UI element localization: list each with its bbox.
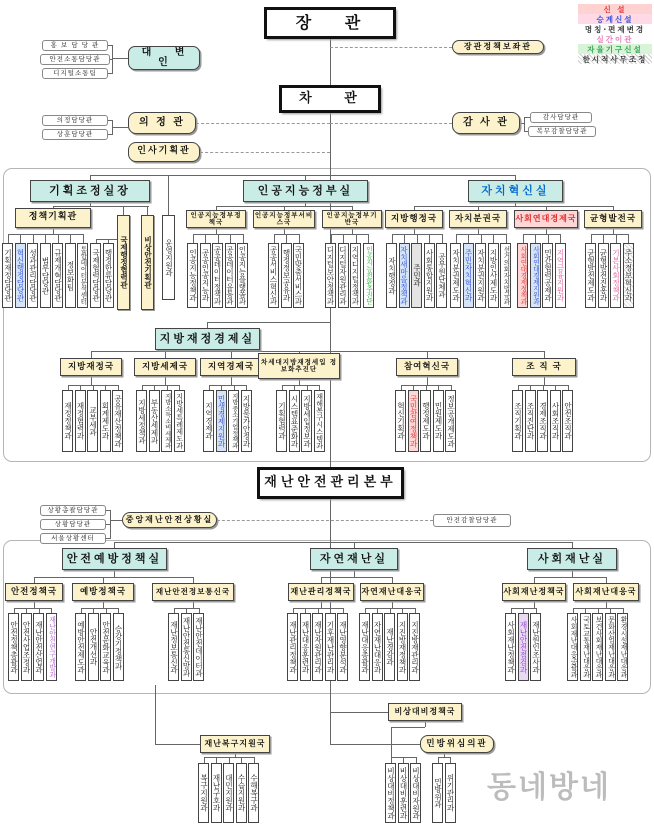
node-d-nresp-2: 자연재난대응과 <box>372 613 383 681</box>
node-civil-defense-officer: 민방위심의관 <box>420 735 494 753</box>
node-d-ngen-2: 시스템표준화과 <box>289 390 300 452</box>
node-d-prev-1: 예방안전제도과 <box>75 613 86 681</box>
connector-line <box>155 744 200 745</box>
node-d-prev-2: 안전개선과 <box>88 613 99 681</box>
node-bureau-ai-infra: 인공지능정부기반국 <box>322 210 382 228</box>
connector-line <box>368 234 369 243</box>
node-d-dmp-3: 재난자원관리과 <box>312 613 323 681</box>
connector-line <box>392 234 393 243</box>
node-d-recov-4: 수습지원과 <box>236 763 247 823</box>
node-d-aipol-2: 공공인공지능과 <box>200 243 211 308</box>
node-d-planning-4: 법무담당관 <box>40 243 51 308</box>
node-d-decent-1: 자치분권제도과 <box>450 243 461 308</box>
node-d-part-3: 행정제도과 <box>420 390 431 452</box>
node-intl-admin-coop-officer: 국제행정협력관 <box>117 215 130 310</box>
connector-line <box>168 175 169 215</box>
node-d-ict-2: 재난안전통신망과 <box>181 613 192 681</box>
node-d-civdef-2: 위기관리과 <box>445 763 456 823</box>
connector-line <box>628 234 629 243</box>
node-side-situation-general: 상황총괄담당관 <box>40 505 106 516</box>
connector-line <box>14 608 52 609</box>
node-office-ai-gov: 인공지능정부실 <box>243 180 368 202</box>
node-d-bal-3: 기본사회정책과 <box>610 243 621 308</box>
node-d-bal-1: 균형발전제도과 <box>585 243 596 308</box>
node-minister: 장 관 <box>265 8 395 38</box>
connector-line <box>112 127 128 128</box>
node-policy-planning-officer: 정책기획관 <box>15 208 91 228</box>
node-gamsa-gwan: 감 사 관 <box>452 112 520 134</box>
connector-line <box>81 608 119 609</box>
node-d-recov-3: 대민지원과 <box>223 763 234 823</box>
connector-line <box>404 234 405 243</box>
connector-line <box>218 234 219 243</box>
connector-line <box>165 376 166 385</box>
node-bureau-natural-response: 자연재난대응국 <box>360 583 424 601</box>
node-d-recon-4: 지방물가안정과 <box>241 390 252 452</box>
node-d-aisvc-2: 행정정보공유과 <box>281 243 292 308</box>
connector-line <box>438 757 451 758</box>
connector-line <box>534 577 606 578</box>
node-d-bal-4: 주소정보혁신과 <box>623 243 634 308</box>
connector-line <box>231 351 232 358</box>
connector-line <box>112 58 128 59</box>
node-office-natural-disaster: 자연재난실 <box>310 548 398 570</box>
node-d-intl-2: 행정한류담당관 <box>103 243 114 308</box>
node-d-ngen-4: 재해복구시스템과 <box>314 390 325 452</box>
node-d-ltax-2: 부동산세제과 <box>149 390 160 452</box>
connector-line <box>207 322 330 323</box>
connector-line <box>493 234 494 243</box>
connector-line <box>321 601 322 608</box>
node-emergency-security-officer: 비상안전기획관 <box>141 215 154 310</box>
node-d-ladmin-4: 사회통합지원과 <box>424 243 435 308</box>
node-bureau-social-economy: 사회연대경제국 <box>514 210 578 228</box>
connector-line <box>343 234 344 243</box>
node-d-lfin-2: 재정협력과 <box>75 390 86 452</box>
node-side-gamchal: 복무감찰담당관 <box>528 126 596 137</box>
connector-line <box>299 234 300 243</box>
node-d-prev-3: 안전문화교육과 <box>100 613 111 681</box>
connector-line <box>427 376 428 385</box>
node-d-part-1: 혁신기획과 <box>395 390 406 452</box>
node-bureau-local-admin: 지방행정국 <box>385 210 443 228</box>
node-d-recon-3: 지방중소기업정책과 <box>228 390 239 452</box>
node-d-ngen-3: 지방세입정보과 <box>301 390 312 452</box>
connector-line <box>91 376 92 385</box>
connector-line <box>330 36 331 86</box>
legend-item-3: 명칭·편제변경 <box>584 24 646 34</box>
connector-line <box>356 234 357 243</box>
connector-line <box>603 234 604 243</box>
connector-line <box>391 727 392 757</box>
connector-line <box>331 234 369 235</box>
node-d-aipol-4: 공공데이터유통과 <box>225 243 236 308</box>
node-d-planning-6: 정보화팀 <box>65 243 76 308</box>
node-d-recov-5: 수해복구과 <box>248 763 259 823</box>
node-spokesperson: 대 변 인 <box>128 46 200 70</box>
node-d-prev-4: 승강기정책과 <box>113 613 124 681</box>
connector-line <box>45 234 46 243</box>
connector-line <box>544 376 545 385</box>
legend-item-2: 승계신설 <box>578 14 652 24</box>
node-central-situation-room: 중앙재난안전상황실 <box>122 512 217 528</box>
node-d-dmp-2: 재난대응훈련과 <box>300 613 311 681</box>
node-d-org-1: 조직기획과 <box>512 390 523 452</box>
connector-line <box>193 234 194 243</box>
node-d-nresp-3: 재난경감과 <box>384 613 395 681</box>
node-minister-policy-advisor: 장관정책보좌관 <box>452 40 544 54</box>
node-d-emerg-2: 비상대비훈련과 <box>398 763 409 823</box>
node-d-lfin-1: 재정정책과 <box>62 390 73 452</box>
connector-line <box>282 385 320 386</box>
connector-line <box>591 234 629 235</box>
node-d-aiinf-3: 지역디지털정책과 <box>350 243 361 308</box>
connector-line <box>114 542 572 543</box>
node-d-decent-2: 주민자치혁신과 <box>463 243 474 308</box>
connector-line <box>544 351 545 358</box>
node-d-ladmin-3: 주민과 <box>411 243 422 308</box>
connector-line <box>481 234 482 243</box>
node-d-dmp-5: 재난영향분석과 <box>337 613 348 681</box>
node-uijeong-gwan: 의 정 관 <box>128 112 196 134</box>
connector-dashed <box>200 152 330 153</box>
node-bureau-social-policy: 사회재난정책국 <box>502 583 566 601</box>
node-side-digital-comm: 디지털소통팀 <box>42 68 108 79</box>
watermark: 동네방네 <box>487 770 611 805</box>
node-office-planning: 기획조정실장 <box>30 180 150 202</box>
connector-line <box>34 601 35 608</box>
node-d-sdresp-1: 사회재난대응총괄과 <box>567 613 578 681</box>
node-d-aipol-1: 인공지능정책과 <box>187 243 198 308</box>
node-taskforce-nextgen-tax-info: 차세대지방재정세입 정보화추진단 <box>258 353 340 379</box>
node-d-ltax-1: 지방세정책과 <box>136 390 147 452</box>
node-d-ict-1: 재난정보통신과 <box>168 613 179 681</box>
connector-line <box>321 577 392 578</box>
node-bureau-prevention-policy: 예방정책국 <box>72 583 134 601</box>
connector-line <box>606 601 607 608</box>
node-d-bal-2: 균형발전진흥과 <box>598 243 609 308</box>
node-disaster-hq: 재난안전관리본부 <box>258 468 403 498</box>
node-d-lfin-3: 교부세과 <box>87 390 98 452</box>
node-side-sanghun: 상훈담당관 <box>42 129 108 140</box>
node-side-safety-comm: 안전소통담당관 <box>40 54 110 65</box>
connector-line <box>427 351 428 358</box>
node-d-sdresp-4: 문화산업재난대응과 <box>605 613 616 681</box>
connector-line <box>165 351 166 358</box>
node-d-secon-2: 사회연대경제지원과 <box>530 243 541 308</box>
legend-item-6: 한시적사무조정 <box>578 54 652 64</box>
node-bureau-participation: 참여혁신국 <box>396 358 458 376</box>
connector-dashed <box>196 123 330 124</box>
connector-line <box>616 234 617 243</box>
connector-line <box>456 234 457 243</box>
node-side-situation: 상황담당관 <box>40 519 106 530</box>
node-d-planning-3: 성과관리담당관 <box>27 243 38 308</box>
connector-line <box>417 234 418 243</box>
node-d-spol-2: 안전사업조정과 <box>21 613 32 681</box>
node-d-recon-2: 민생경제지원과 <box>216 390 227 452</box>
connector-line <box>34 577 193 578</box>
node-d-planning-5: 규제개혁담당관 <box>52 243 63 308</box>
node-side-gamsa: 감사담당관 <box>530 112 592 123</box>
connector-line <box>193 601 194 608</box>
node-d-aiinf-2: 디지털자원관리과 <box>338 243 349 308</box>
node-bureau-local-tax: 지방세제국 <box>134 358 196 376</box>
node-d-ngen-1: 기획협력과 <box>276 390 287 452</box>
node-d-sdpol-2: 재난안전점검과 <box>518 613 529 681</box>
connector-line <box>110 510 111 539</box>
node-bureau-ai-policy: 인공지능정부정책국 <box>186 210 246 228</box>
connector-line <box>560 234 561 243</box>
connector-line <box>425 721 426 727</box>
connector-line <box>331 234 332 243</box>
node-d-emerg-1: 비상대비정책과 <box>385 763 396 823</box>
connector-dashed <box>330 123 452 124</box>
node-bureau-local-finance: 지방재정국 <box>60 358 122 376</box>
node-bureau-social-response: 사회재난대응국 <box>573 583 639 601</box>
node-d-decent-5: 선거의회자치법규과 <box>500 243 511 308</box>
node-d-dmp-1: 재난관리정책과 <box>287 613 298 681</box>
connector-line <box>231 376 232 385</box>
node-d-planning-2: 혁신행정담당관 <box>15 243 26 308</box>
node-d-planning-1: 기획재정담당관 <box>2 243 13 308</box>
node-bureau-regional-economy: 지역경제국 <box>200 358 262 376</box>
node-bureau-disaster-mgmt-policy: 재난관리정책국 <box>288 583 354 601</box>
node-d-aisvc-1: 공공서비스혁신과 <box>268 243 279 308</box>
connector-line <box>243 234 244 243</box>
node-d-sdpol-1: 사회재난정책과 <box>505 613 516 681</box>
node-d-spol-4: 재난안전연구개발과 <box>46 613 57 681</box>
node-d-decent-3: 자치분권지원과 <box>475 243 486 308</box>
node-side-seoul-center: 서울상황센터 <box>40 533 106 544</box>
connector-line <box>442 234 443 243</box>
connector-line <box>91 351 92 358</box>
node-d-ladmin-2: 자치새마을정책과 <box>399 243 410 308</box>
node-side-hongbo: 홍 보 담 당 관 <box>42 40 108 51</box>
connector-line <box>70 234 71 243</box>
node-vice-minister: 차 관 <box>280 86 380 112</box>
connector-line <box>572 570 573 577</box>
node-insa-gihoek-gwan: 인사기획관 <box>128 142 200 162</box>
node-bureau-recovery-support: 재난복구지원국 <box>200 735 270 753</box>
node-d-sdresp-2: 국토교통재난대응과 <box>580 613 591 681</box>
connector-line <box>524 117 525 132</box>
connector-line <box>142 385 180 386</box>
connector-dashed <box>217 520 433 521</box>
connector-line <box>591 234 592 243</box>
connector-line <box>20 234 21 243</box>
connector-line <box>391 727 426 728</box>
node-d-decent-4: 지방인사제도과 <box>488 243 499 308</box>
connector-line <box>429 234 430 243</box>
node-office-safety-prev: 안전예방정책실 <box>62 548 167 570</box>
connector-dashed <box>330 47 452 48</box>
node-d-lfin-4: 회계제도과 <box>100 390 111 452</box>
legend-item-5: 자율기구신설 <box>578 44 652 54</box>
node-general-services-div: 운영지원과 <box>162 215 175 300</box>
node-d-aisvc-3: 국민맞춤서비스과 <box>293 243 304 308</box>
node-d-ltax-4: 지방세특례제도과 <box>174 390 185 452</box>
node-d-ltax-3: 지방소득소비세제과 <box>161 390 172 452</box>
legend-item-4: 실간이관 <box>596 34 634 44</box>
node-bureau-balanced-dev: 균형발전국 <box>584 210 642 228</box>
node-office-fiscal-econ: 지방재정경제실 <box>155 328 260 350</box>
connector-line <box>114 570 115 577</box>
connector-line <box>53 206 149 207</box>
node-d-part-4: 민원제도과 <box>433 390 444 452</box>
connector-line <box>155 685 156 744</box>
node-d-lfin-5: 공유재산정책과 <box>112 390 123 452</box>
connector-line <box>274 234 275 243</box>
connector-line <box>414 206 613 207</box>
connector-line <box>392 601 393 608</box>
node-d-aiinf-1: 디지털보안정책과 <box>325 243 336 308</box>
node-bureau-emergency-prep: 비상대비정책국 <box>388 703 462 721</box>
connector-line <box>110 520 122 521</box>
node-d-civdef-1: 민방위과 <box>432 763 443 823</box>
node-d-nresp-1: 재난대응총괄과 <box>359 613 370 681</box>
connector-line <box>286 234 287 243</box>
node-d-nresp-5: 지진방재관리과 <box>409 613 420 681</box>
node-bureau-disaster-ict: 재난안전정보통신국 <box>152 583 234 601</box>
connector-line <box>535 234 536 243</box>
node-d-aipol-3: 공공데이터정책과 <box>212 243 223 308</box>
node-d-intl-1: 국제협력담당관 <box>90 243 101 308</box>
connector-line <box>147 206 148 215</box>
node-d-ladmin-1: 자치행정과 <box>386 243 397 308</box>
node-d-spol-1: 안전정책총괄과 <box>8 613 19 681</box>
connector-line <box>112 45 113 74</box>
connector-line <box>523 234 524 243</box>
node-d-ict-3: 재난안전데이터과 <box>193 613 204 681</box>
node-d-sdpol-3: 재난원인조사과 <box>530 613 541 681</box>
connector-line <box>103 601 104 608</box>
node-d-secon-4: 지역금융지원과 <box>555 243 566 308</box>
connector-line <box>209 385 247 386</box>
node-d-secon-1: 사회연대경제정책과 <box>517 243 528 308</box>
node-d-recov-1: 복구지원과 <box>198 763 209 823</box>
connector-line <box>230 234 231 243</box>
node-bureau-safety-policy: 안전정책국 <box>5 583 63 601</box>
node-bureau-organization: 조 직 국 <box>512 358 576 376</box>
node-d-part-2: 국민참여정책과 <box>408 390 419 452</box>
connector-line <box>468 234 469 243</box>
node-office-jachi-hyeoksin: 자치혁신실 <box>468 180 563 202</box>
connector-line <box>90 175 515 176</box>
node-d-aipol-5: 인공지능플랫폼과 <box>237 243 248 308</box>
node-d-planning-7: 통합데이터분석센터 <box>77 243 88 308</box>
node-d-sdresp-3: 보건사회재난대응과 <box>592 613 603 681</box>
connector-line <box>523 234 561 235</box>
connector-line <box>33 234 34 243</box>
node-d-org-2: 조직진단과 <box>525 390 536 452</box>
connector-line <box>330 712 388 713</box>
node-d-ladmin-5: 공무원단체과 <box>436 243 447 308</box>
legend-item-1: 신 설 <box>578 4 652 14</box>
node-d-org-3: 경제조직과 <box>537 390 548 452</box>
connector-line <box>96 239 118 240</box>
node-d-emerg-3: 비상대비자원과 <box>410 763 421 823</box>
connector-line <box>58 234 59 243</box>
node-d-org-5: 안전조직과 <box>562 390 573 452</box>
node-d-aiinf-4: 인공지능전환추진단 <box>363 243 374 308</box>
connector-line <box>8 234 9 243</box>
node-bureau-ai-service: 인공지능정부서비스국 <box>254 211 314 226</box>
node-office-social-disaster: 사회재난실 <box>527 548 617 570</box>
connector-line <box>91 351 544 352</box>
connector-line <box>330 744 420 745</box>
node-d-sdresp-5: 환경시설재난대응과 <box>617 613 628 681</box>
connector-line <box>548 234 549 243</box>
node-d-part-5: 정보공개제도과 <box>445 390 456 452</box>
node-d-recon-1: 지역경제과 <box>203 390 214 452</box>
node-d-org-4: 사회조직과 <box>550 390 561 452</box>
node-safety-inspect-officer: 안전감찰담당관 <box>433 514 511 527</box>
connector-line <box>123 206 124 215</box>
node-d-spol-3: 재난안전산업과 <box>33 613 44 681</box>
connector-line <box>354 570 355 577</box>
node-d-dmp-4: 기후재난관리과 <box>325 613 336 681</box>
node-d-recov-2: 재난구호과 <box>211 763 222 823</box>
connector-line <box>506 234 507 243</box>
node-bureau-decentralization: 자치분권국 <box>449 210 507 228</box>
node-d-nresp-4: 지진방재정책과 <box>397 613 408 681</box>
connector-line <box>534 601 535 608</box>
connector-line <box>83 234 84 243</box>
connector-line <box>205 234 206 243</box>
node-d-secon-3: 민간협력공제과 <box>542 243 553 308</box>
node-side-uijeong: 의정담당관 <box>42 115 108 126</box>
